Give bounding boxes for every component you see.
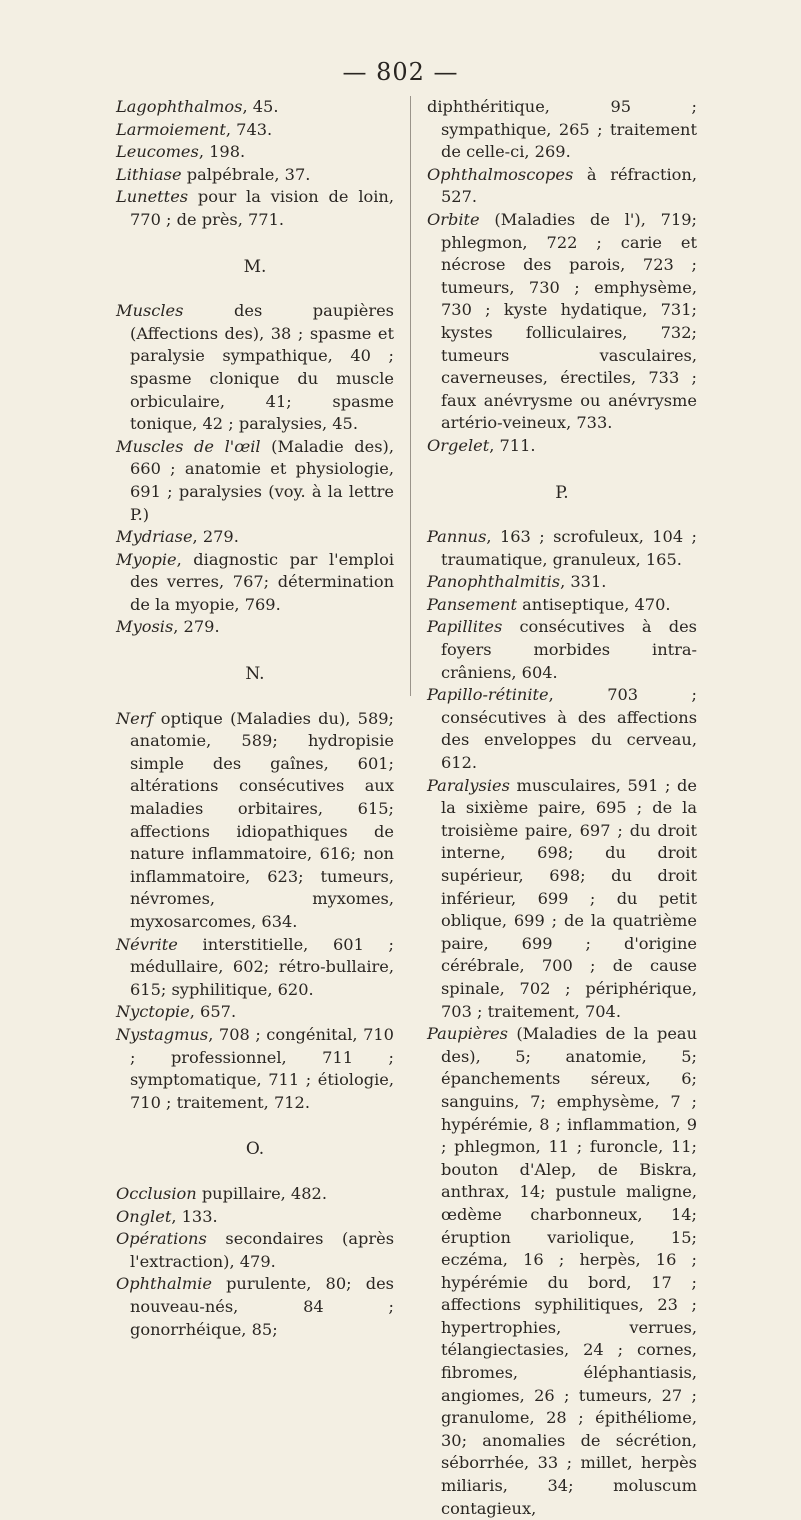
- entry-term: Leucomes: [116, 142, 199, 162]
- index-entry: [116, 96, 394, 119]
- entry-text: , 711.: [489, 435, 536, 455]
- index-entry: [116, 616, 394, 639]
- entry-term: Muscles de l'œil: [116, 436, 261, 456]
- entry-term: Papillites: [427, 617, 503, 637]
- index-entry: [116, 119, 394, 142]
- entry-text: , 133.: [171, 1206, 218, 1226]
- entry-text: à réfraction, 527.: [441, 164, 697, 207]
- entry-term: Mydriase: [116, 527, 193, 547]
- index-entry: [116, 186, 394, 231]
- entry-term: Lithiase: [116, 164, 182, 184]
- entry-text: secondaires (après l'extraction), 479.: [130, 1229, 394, 1271]
- index-entry: [116, 526, 394, 549]
- entry-text: optique (Maladies du), 589; anatomie, 589; hydropisie simple des gaînes, 601; altérations consécutives aux maladies orbitaires, 615; affections idiopathiques de nature inflammatoire, 616; non inflammatoire, 623; tumeurs, névromes, myxomes, myxosarcomes, 634.: [130, 708, 394, 931]
- entry-text: , 279.: [173, 617, 220, 637]
- index-entry: [427, 571, 697, 594]
- index-entry: [427, 96, 697, 164]
- index-entry: [116, 300, 394, 436]
- index-entry: [116, 1024, 394, 1114]
- entry-text: , 657.: [189, 1002, 237, 1022]
- index-entry: [427, 526, 697, 571]
- entry-text: , 743.: [225, 119, 273, 139]
- entry-term: Nerf: [116, 708, 154, 728]
- index-entry: [427, 616, 697, 684]
- column-divider: [410, 96, 411, 696]
- index-entry: [116, 934, 394, 1002]
- entry-text: antiseptique, 470.: [517, 594, 671, 614]
- entry-text: , diagnostic par l'emploi des verres, 767; détermination de la myopie, 769.: [130, 549, 394, 614]
- entry-term: Orgelet: [427, 435, 490, 455]
- entry-term: Lunettes: [116, 187, 189, 207]
- index-entry: [116, 708, 394, 934]
- entry-text: purulente, 80; des nouveau-nés, 84 ; gonorrhéique, 85;: [130, 1274, 394, 1339]
- index-entry: [427, 594, 697, 617]
- index-entry: [116, 164, 394, 187]
- entry-text: , 45.: [242, 97, 279, 116]
- index-entry: [427, 209, 697, 435]
- index-entry: [427, 1023, 697, 1520]
- left-column: [116, 96, 394, 1341]
- index-entry: [116, 549, 394, 617]
- entry-text: , 331.: [560, 572, 607, 592]
- entry-text: (Maladie des), 660 ; anatomie et physiologie, 691 ; paralysies (voy. à la lettre P.): [130, 436, 394, 524]
- entry-term: Myosis: [116, 617, 174, 637]
- section-letter: O.: [245, 1139, 265, 1160]
- entry-term: Orbite: [427, 209, 480, 229]
- entry-text: interstitielle, 601 ; médullaire, 602; rétro-bullaire, 615; syphilitique, 620.: [130, 934, 394, 999]
- entry-text: consécutives à des foyers morbides intra-crâniens, 604.: [441, 617, 697, 682]
- entry-term: Occlusion: [116, 1183, 197, 1203]
- index-entry: [116, 141, 394, 164]
- section-letter: M.: [243, 256, 267, 277]
- entry-text: pupillaire, 482.: [196, 1183, 327, 1203]
- index-entry: [116, 1228, 394, 1273]
- index-entry: [116, 1183, 394, 1206]
- index-entry: [427, 435, 697, 458]
- right-column: [427, 96, 697, 1520]
- entry-text: , 198.: [198, 142, 246, 162]
- entry-text: (Maladies de l'), 719; phlegmon, 722 ; carie et nécrose des parois, 723 ; tumeurs, 730 ; emphysème, 730 ; kyste hydatique, 731; kystes folliculaires, 732; tumeurs vasculaires, caverneuses, érectiles, 733 ; faux anévrysme ou anévrysme artério-veineux, 733.: [441, 209, 697, 433]
- entry-term: Ophthalmie: [116, 1274, 212, 1294]
- entry-term: Onglet: [116, 1206, 172, 1226]
- entry-term: Ophthalmoscopes: [427, 164, 574, 184]
- entry-term: Muscles: [116, 301, 184, 321]
- entry-term: Lagophthalmos: [116, 97, 243, 116]
- entry-text: , 703 ; consécutives à des affections des enveloppes du cerveau, 612.: [441, 685, 697, 773]
- entry-text: musculaires, 591 ; de la sixième paire, 695 ; de la troisième paire, 697 ; du droit interne, 698; du droit supérieur, 698; du droit inférieur, 699 ; du petit oblique, 699 ; de la quatrième paire, 699 ; d'origine cérébrale, 700 ; de cause spinale, 702 ; périphérique, 703 ; traitement, 704.: [441, 775, 697, 1021]
- index-entry: [116, 1001, 394, 1024]
- entry-term: Panophthalmitis: [427, 572, 561, 592]
- index-entry: [116, 1206, 394, 1229]
- entry-term: Nystagmus: [116, 1024, 209, 1044]
- entry-term: Pansement: [427, 594, 517, 614]
- entry-term: Opérations: [116, 1229, 207, 1249]
- entry-term: Névrite: [116, 934, 178, 954]
- entry-term: Larmoiement: [116, 119, 226, 139]
- entry-text: , 708 ; congénital, 710 ; professionnel, 711 ; symptomatique, 711 ; étiologie, 710 ; traitement, 712.: [130, 1024, 394, 1112]
- section-letter: P.: [555, 482, 569, 503]
- entry-term: Paupières: [427, 1024, 508, 1044]
- entry-term: Paralysies: [427, 775, 510, 795]
- index-entry: [427, 164, 697, 209]
- entry-text: diphthéritique, 95 ; sympathique, 265 ; traitement de celle-ci, 269.: [427, 97, 697, 162]
- entry-text: (Maladies de la peau des), 5; anatomie, 5; épanchements séreux, 6; sanguins, 7; emphysème, 7 ; hypérémie, 8 ; inflammation, 9 ; phlegmon, 11 ; furoncle, 11; bouton d'Alep, de Biskra, anthrax, 14; pustule maligne, œdème charbonneux, 14; éruption variolique, 15; eczéma, 16 ; herpès, 16 ; hypérémie du bord, 17 ; affections syphilitiques, 23 ; hypertrophies, verrues, télangiectasies, 24 ; cornes, fibromes, éléphantiasis, angiomes, 26 ; tumeurs, 27 ; granulome, 28 ; épithéliome, 30; anomalies de sécrétion, séborrhée, 33 ; millet, herpès miliaris, 34; moluscum contagieux,: [441, 1024, 697, 1518]
- entry-text: , 279.: [192, 527, 239, 547]
- entry-text: palpébrale, 37.: [181, 164, 311, 184]
- page-number: — 802 —: [342, 58, 459, 86]
- section-letter: N.: [245, 664, 265, 685]
- entry-text: des paupières (Affections des), 38 ; spasme et paralysie sympathique, 40 ; spasme clonique du muscle orbiculaire, 41; spasme tonique, 42 ; paralysies, 45.: [130, 301, 394, 434]
- entry-text: pour la vision de loin, 770 ; de près, 771.: [130, 187, 394, 229]
- entry-term: Papillo-rétinite: [427, 685, 549, 705]
- index-entry: [116, 436, 394, 526]
- index-entry: [427, 775, 697, 1024]
- index-entry: [427, 684, 697, 774]
- entry-text: , 163 ; scrofuleux, 104 ; traumatique, granuleux, 165.: [441, 527, 697, 569]
- index-entry: [116, 1273, 394, 1341]
- entry-term: Nyctopie: [116, 1002, 190, 1022]
- entry-term: Pannus: [427, 527, 487, 547]
- entry-term: Myopie: [116, 549, 177, 569]
